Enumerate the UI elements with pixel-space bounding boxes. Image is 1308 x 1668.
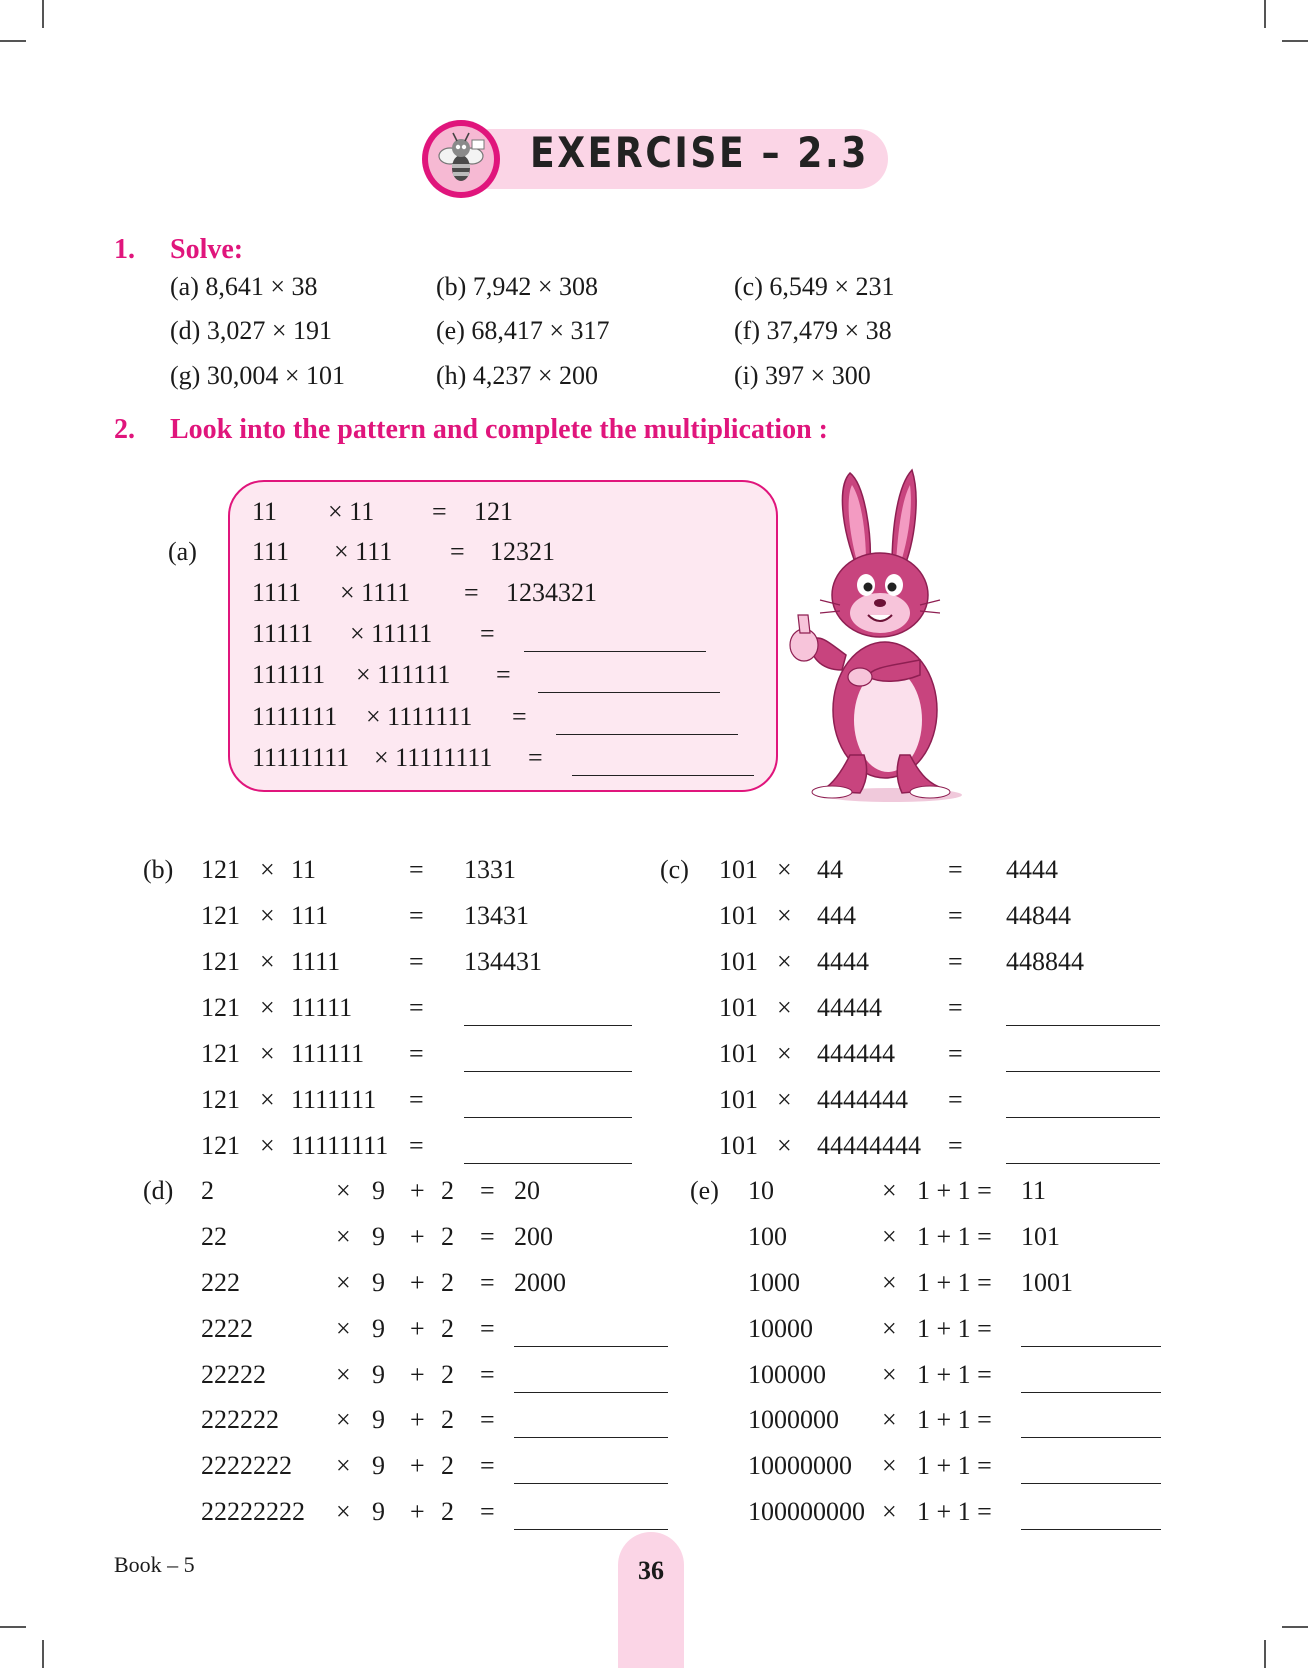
times-sign: × bbox=[882, 1314, 897, 1343]
multiplier-expression: 1 + 1 = bbox=[917, 1222, 992, 1251]
equals-sign: = bbox=[480, 619, 495, 648]
multiplicand: 121 bbox=[201, 1039, 240, 1068]
table-row bbox=[0, 1176, 1180, 1216]
multiplier: 11111 bbox=[291, 993, 353, 1022]
equals-sign: = bbox=[432, 497, 447, 526]
equals-sign: = bbox=[948, 993, 963, 1022]
crop-mark bbox=[42, 1640, 44, 1668]
table-row bbox=[0, 1451, 1180, 1491]
result: 12321 bbox=[490, 537, 555, 566]
equals-sign: = bbox=[450, 537, 465, 566]
addend: 2 bbox=[441, 1314, 454, 1343]
crop-mark bbox=[1282, 1626, 1308, 1628]
addend: 2 bbox=[441, 1222, 454, 1251]
equals-sign: = bbox=[948, 947, 963, 976]
multiplier: 111 bbox=[291, 901, 329, 930]
equals-sign: = bbox=[480, 1405, 495, 1434]
multiplicand: 121 bbox=[201, 1085, 240, 1114]
multiplier: 9 bbox=[372, 1360, 385, 1389]
table-row bbox=[0, 537, 800, 577]
times-sign: × bbox=[260, 1085, 275, 1114]
list-item: (h) 4,237 × 200 bbox=[436, 361, 598, 390]
times-sign: × bbox=[882, 1360, 897, 1389]
equals-sign: = bbox=[480, 1176, 495, 1205]
times-sign: × bbox=[882, 1268, 897, 1297]
times-sign: × bbox=[336, 1314, 351, 1343]
multiplicand: 2222 bbox=[201, 1314, 253, 1343]
table-row bbox=[0, 1314, 1180, 1354]
times-sign: × bbox=[777, 855, 792, 884]
times-sign: × bbox=[882, 1176, 897, 1205]
equals-sign: = bbox=[480, 1268, 495, 1297]
multiplicand: 11111 bbox=[252, 619, 314, 648]
table-row bbox=[0, 660, 800, 700]
times-sign: × bbox=[336, 1405, 351, 1434]
list-item: (b) 7,942 × 308 bbox=[436, 272, 598, 301]
times-sign: × bbox=[336, 1268, 351, 1297]
exercise-header bbox=[420, 120, 890, 200]
multiplicand: 22 bbox=[201, 1222, 227, 1251]
part-e-label: (e) bbox=[690, 1176, 719, 1205]
multiplicand: 222222 bbox=[201, 1405, 279, 1434]
multiplicand: 222 bbox=[201, 1268, 240, 1297]
equals-sign: = bbox=[948, 1131, 963, 1160]
result: 4444 bbox=[1006, 855, 1058, 884]
multiplier: 444444 bbox=[817, 1039, 895, 1068]
part-d-label: (d) bbox=[143, 1176, 174, 1205]
list-item: (d) 3,027 × 191 bbox=[170, 316, 332, 345]
equals-sign: = bbox=[409, 855, 424, 884]
part-b-label: (b) bbox=[143, 855, 174, 884]
multiplier: 44 bbox=[817, 855, 843, 884]
exercise-title: EXERCISE – 2.3 bbox=[530, 128, 869, 177]
multiplier: 9 bbox=[372, 1314, 385, 1343]
result: 448844 bbox=[1006, 947, 1084, 976]
list-item: (i) 397 × 300 bbox=[734, 361, 871, 390]
equals-sign: = bbox=[409, 947, 424, 976]
answer-blank[interactable] bbox=[1021, 1326, 1161, 1347]
multiplier: 9 bbox=[372, 1176, 385, 1205]
multiplicand: 1111 bbox=[252, 578, 302, 607]
multiplier: 44444 bbox=[817, 993, 882, 1022]
multiplier-expression: 1 + 1 = bbox=[917, 1497, 992, 1526]
multiplicand: 121 bbox=[201, 901, 240, 930]
answer-blank[interactable] bbox=[1006, 1143, 1160, 1164]
equals-sign: = bbox=[480, 1497, 495, 1526]
addend: 2 bbox=[441, 1360, 454, 1389]
multiplicand: 2222222 bbox=[201, 1451, 292, 1480]
multiplier-expression: 1 + 1 = bbox=[917, 1360, 992, 1389]
times-sign: × bbox=[882, 1405, 897, 1434]
table-row bbox=[0, 855, 1180, 895]
times-sign: × bbox=[260, 1131, 275, 1160]
page-number: 36 bbox=[638, 1556, 664, 1585]
multiplier: × 11 bbox=[328, 497, 375, 526]
times-sign: × bbox=[882, 1222, 897, 1251]
multiplier: 9 bbox=[372, 1405, 385, 1434]
multiplicand: 101 bbox=[719, 993, 758, 1022]
multiplicand: 101 bbox=[719, 1085, 758, 1114]
multiplicand: 101 bbox=[719, 855, 758, 884]
multiplier: × 111 bbox=[334, 537, 393, 566]
result: 200 bbox=[514, 1222, 553, 1251]
book-label: Book – 5 bbox=[114, 1552, 195, 1577]
multiplier: 4444444 bbox=[817, 1085, 908, 1114]
answer-blank[interactable] bbox=[524, 631, 706, 652]
times-sign: × bbox=[777, 1039, 792, 1068]
multiplier-expression: 1 + 1 = bbox=[917, 1268, 992, 1297]
addend: 2 bbox=[441, 1176, 454, 1205]
plus-sign: + bbox=[410, 1222, 425, 1251]
crop-mark bbox=[1264, 1640, 1266, 1668]
part-c-label: (c) bbox=[660, 855, 689, 884]
multiplier: 9 bbox=[372, 1497, 385, 1526]
multiplicand: 100000000 bbox=[748, 1497, 865, 1526]
times-sign: × bbox=[777, 947, 792, 976]
equals-sign: = bbox=[409, 901, 424, 930]
answer-blank[interactable] bbox=[1021, 1509, 1161, 1530]
question-1-title: Solve: bbox=[170, 234, 244, 265]
multiplier: 1111 bbox=[291, 947, 341, 976]
multiplicand: 2 bbox=[201, 1176, 214, 1205]
times-sign: × bbox=[336, 1222, 351, 1251]
multiplicand: 10000000 bbox=[748, 1451, 852, 1480]
times-sign: × bbox=[777, 993, 792, 1022]
times-sign: × bbox=[336, 1451, 351, 1480]
answer-blank[interactable] bbox=[556, 714, 738, 735]
table-row bbox=[0, 743, 800, 783]
result: 20 bbox=[514, 1176, 540, 1205]
table-row bbox=[0, 1131, 1180, 1171]
table-row bbox=[0, 702, 800, 742]
times-sign: × bbox=[260, 947, 275, 976]
crop-mark bbox=[42, 0, 44, 28]
multiplicand: 121 bbox=[201, 855, 240, 884]
equals-sign: = bbox=[480, 1314, 495, 1343]
crop-mark bbox=[0, 40, 26, 42]
result: 134431 bbox=[464, 947, 542, 976]
answer-blank[interactable] bbox=[538, 672, 720, 693]
multiplier-expression: 1 + 1 = bbox=[917, 1405, 992, 1434]
multiplicand: 22222 bbox=[201, 1360, 266, 1389]
multiplier-expression: 1 + 1 = bbox=[917, 1176, 992, 1205]
table-row bbox=[0, 1039, 1180, 1079]
part-a-label: (a) bbox=[168, 537, 197, 566]
question-2-title: Look into the pattern and complete the multiplication : bbox=[170, 414, 828, 445]
table-row bbox=[0, 619, 800, 659]
times-sign: × bbox=[882, 1497, 897, 1526]
list-item: (g) 30,004 × 101 bbox=[170, 361, 345, 390]
equals-sign: = bbox=[480, 1451, 495, 1480]
result: 1001 bbox=[1021, 1268, 1073, 1297]
times-sign: × bbox=[260, 1039, 275, 1068]
multiplicand: 121 bbox=[201, 947, 240, 976]
result: 121 bbox=[474, 497, 513, 526]
plus-sign: + bbox=[410, 1268, 425, 1297]
multiplicand: 111111 bbox=[252, 660, 326, 689]
multiplicand: 10000 bbox=[748, 1314, 813, 1343]
equals-sign: = bbox=[409, 1039, 424, 1068]
answer-blank[interactable] bbox=[1006, 1005, 1160, 1026]
table-row bbox=[0, 1360, 1180, 1400]
table-row bbox=[0, 497, 800, 537]
table-row bbox=[0, 1268, 1180, 1308]
answer-blank[interactable] bbox=[1006, 1097, 1160, 1118]
multiplier: 9 bbox=[372, 1451, 385, 1480]
addend: 2 bbox=[441, 1268, 454, 1297]
equals-sign: = bbox=[528, 743, 543, 772]
crop-mark bbox=[0, 1626, 26, 1628]
multiplier-expression: 1 + 1 = bbox=[917, 1314, 992, 1343]
table-row bbox=[0, 1405, 1180, 1445]
times-sign: × bbox=[260, 855, 275, 884]
multiplicand: 11111111 bbox=[252, 743, 350, 772]
equals-sign: = bbox=[948, 1039, 963, 1068]
table-row bbox=[0, 1222, 1180, 1262]
multiplier: 9 bbox=[372, 1222, 385, 1251]
table-row bbox=[0, 578, 800, 618]
multiplicand: 1000000 bbox=[748, 1405, 839, 1434]
times-sign: × bbox=[777, 901, 792, 930]
answer-blank[interactable] bbox=[1021, 1372, 1161, 1393]
table-row bbox=[0, 947, 1180, 987]
plus-sign: + bbox=[410, 1405, 425, 1434]
multiplicand: 100 bbox=[748, 1222, 787, 1251]
answer-blank[interactable] bbox=[572, 755, 754, 776]
multiplicand: 1111111 bbox=[252, 702, 338, 731]
result: 11 bbox=[1021, 1176, 1047, 1205]
plus-sign: + bbox=[410, 1497, 425, 1526]
result: 101 bbox=[1021, 1222, 1060, 1251]
bee-icon bbox=[422, 120, 500, 198]
equals-sign: = bbox=[496, 660, 511, 689]
equals-sign: = bbox=[409, 993, 424, 1022]
addend: 2 bbox=[441, 1451, 454, 1480]
result: 44844 bbox=[1006, 901, 1071, 930]
multiplier: 11111111 bbox=[291, 1131, 389, 1160]
answer-blank[interactable] bbox=[1021, 1463, 1161, 1484]
multiplicand: 22222222 bbox=[201, 1497, 305, 1526]
page-tab bbox=[618, 1532, 684, 1668]
equals-sign: = bbox=[948, 901, 963, 930]
answer-blank[interactable] bbox=[1021, 1417, 1161, 1438]
times-sign: × bbox=[777, 1085, 792, 1114]
multiplier: × 11111 bbox=[350, 619, 433, 648]
multiplier: × 1111 bbox=[340, 578, 411, 607]
times-sign: × bbox=[336, 1176, 351, 1205]
question-1-number: 1. bbox=[114, 234, 135, 265]
equals-sign: = bbox=[464, 578, 479, 607]
answer-blank[interactable] bbox=[1006, 1051, 1160, 1072]
list-item: (f) 37,479 × 38 bbox=[734, 316, 892, 345]
list-item: (e) 68,417 × 317 bbox=[436, 316, 610, 345]
result: 1234321 bbox=[506, 578, 597, 607]
multiplicand: 101 bbox=[719, 1131, 758, 1160]
list-item: (a) 8,641 × 38 bbox=[170, 272, 318, 301]
multiplier: 444 bbox=[817, 901, 856, 930]
multiplier: 9 bbox=[372, 1268, 385, 1297]
table-row bbox=[0, 901, 1180, 941]
multiplier: 11 bbox=[291, 855, 317, 884]
times-sign: × bbox=[336, 1360, 351, 1389]
multiplicand: 101 bbox=[719, 947, 758, 976]
multiplier: 4444 bbox=[817, 947, 869, 976]
table-row bbox=[0, 993, 1180, 1033]
multiplier-expression: 1 + 1 = bbox=[917, 1451, 992, 1480]
question-2-number: 2. bbox=[114, 414, 135, 445]
equals-sign: = bbox=[512, 702, 527, 731]
plus-sign: + bbox=[410, 1451, 425, 1480]
multiplier: 44444444 bbox=[817, 1131, 921, 1160]
plus-sign: + bbox=[410, 1176, 425, 1205]
times-sign: × bbox=[882, 1451, 897, 1480]
result: 2000 bbox=[514, 1268, 566, 1297]
list-item: (c) 6,549 × 231 bbox=[734, 272, 895, 301]
times-sign: × bbox=[777, 1131, 792, 1160]
multiplicand: 100000 bbox=[748, 1360, 826, 1389]
table-row bbox=[0, 1497, 1180, 1537]
multiplicand: 101 bbox=[719, 901, 758, 930]
equals-sign: = bbox=[409, 1085, 424, 1114]
multiplier: × 1111111 bbox=[366, 702, 473, 731]
plus-sign: + bbox=[410, 1314, 425, 1343]
times-sign: × bbox=[260, 993, 275, 1022]
multiplicand: 101 bbox=[719, 1039, 758, 1068]
addend: 2 bbox=[441, 1405, 454, 1434]
multiplier: × 11111111 bbox=[374, 743, 493, 772]
addend: 2 bbox=[441, 1497, 454, 1526]
multiplier: 1111111 bbox=[291, 1085, 377, 1114]
times-sign: × bbox=[260, 901, 275, 930]
equals-sign: = bbox=[948, 1085, 963, 1114]
multiplicand: 121 bbox=[201, 993, 240, 1022]
equals-sign: = bbox=[409, 1131, 424, 1160]
equals-sign: = bbox=[480, 1222, 495, 1251]
multiplicand: 111 bbox=[252, 537, 290, 566]
rabbit-thumbs-up-icon bbox=[780, 455, 980, 805]
multiplicand: 11 bbox=[252, 497, 278, 526]
multiplicand: 10 bbox=[748, 1176, 774, 1205]
result: 13431 bbox=[464, 901, 529, 930]
multiplicand: 121 bbox=[201, 1131, 240, 1160]
crop-mark bbox=[1264, 0, 1266, 28]
equals-sign: = bbox=[480, 1360, 495, 1389]
equals-sign: = bbox=[948, 855, 963, 884]
plus-sign: + bbox=[410, 1360, 425, 1389]
times-sign: × bbox=[336, 1497, 351, 1526]
result: 1331 bbox=[464, 855, 516, 884]
crop-mark bbox=[1282, 40, 1308, 42]
multiplier: × 111111 bbox=[356, 660, 451, 689]
multiplier: 111111 bbox=[291, 1039, 365, 1068]
table-row bbox=[0, 1085, 1180, 1125]
multiplicand: 1000 bbox=[748, 1268, 800, 1297]
